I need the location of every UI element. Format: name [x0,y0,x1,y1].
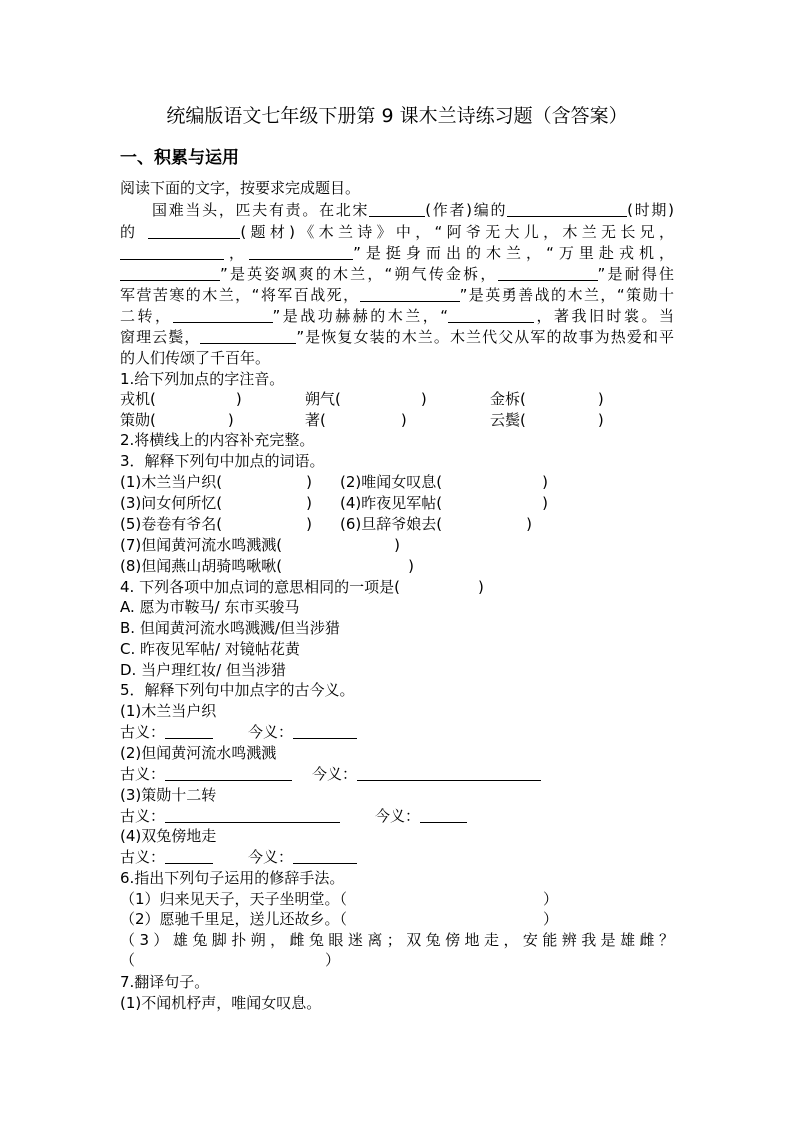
close-paren: ) [420,390,427,408]
answer-space [326,424,401,425]
q5-item-1: (1)木兰当户织 [120,702,217,720]
open-paren: （ [120,951,136,969]
answer-space [156,424,228,425]
close-paren: ) [597,411,604,429]
q3-item-text: (4)昨夜见军帖( [340,494,443,512]
q1-item [305,388,427,410]
close-paren: ) [597,390,604,408]
close-paren: ) [306,473,312,491]
modern-label: 今义： [248,848,294,866]
q4-option-d: D. 当户理红妆/ 但当涉猎 [120,661,286,679]
answer-underline [293,724,357,739]
close-paren: ） [543,890,559,908]
passage-text: (时期) [627,201,674,219]
close-paren: ) [408,557,414,575]
q4-option-c: C. 昨夜见军帖/ 对镜帖花黄 [120,640,300,658]
ancient-meaning [120,763,292,785]
q3-item-text: (3)问女何所忆( [120,494,223,512]
answer-underline [165,724,213,739]
q3-item-text: (1)木兰当户织( [120,473,223,491]
modern-label: 今义： [248,723,294,741]
q1-item-text: 云鬓( [490,411,526,429]
answer-space [222,507,306,508]
ancient-meaning [120,846,213,868]
passage-text: (题材)《木兰诗》中，“阿爷无大儿，木兰无长兄， [240,223,674,241]
q6-item-2 [120,908,558,930]
answer-space [347,923,543,924]
passage-text: ”是恢复女装的木兰。木兰代父从军的故事为热爱和平 [296,328,674,346]
fill-blank [120,245,224,260]
answer-space [282,549,394,550]
ancient-label: 古义： [120,723,166,741]
passage-line-7 [120,326,674,348]
close-paren: ) [542,473,548,491]
q1-item-text: 著( [305,411,326,429]
answer-space [135,964,325,965]
q6-item-text: （3）雄兔脚扑朔，雌兔眼迷离；双兔傍地走，安能辨我是雄雌？ [120,931,674,949]
q3-item-text: (2)唯闻女叹息( [340,473,443,491]
answer-underline [165,808,340,823]
modern-meaning [375,805,467,827]
passage-text: ，著我旧时裳。当 [534,307,674,325]
close-paren: ) [400,411,407,429]
q7-prompt: 7.翻译句子。 [120,973,210,991]
passage-text: ”是耐得住 [597,265,675,283]
q3-prompt: 3．解释下列句中加点的词语。 [120,452,325,470]
q6-item-1 [120,888,558,910]
q5-answer-line-4 [120,846,674,868]
answer-space [442,528,526,529]
ancient-label: 古义： [120,848,166,866]
close-paren: ） [325,951,341,969]
q1-row-1 [120,388,674,410]
modern-meaning [248,721,357,743]
close-paren: ) [306,515,312,533]
passage-text: ”是挺身而出的木兰，“万里赴戎机， [353,244,674,262]
passage-text: ”是英姿飒爽的木兰，“朔气传金柝， [220,265,498,283]
q4-prompt-text: 4. 下列各项中加点词的意思相同的一项是( [120,578,400,596]
passage-text: 国难当头，匹夫有责。在北宋 [152,201,370,219]
passage-text: 窗理云鬓， [120,328,201,346]
close-paren: ) [394,536,400,554]
close-paren: ) [526,515,532,533]
answer-space [526,424,598,425]
fill-blank [249,245,353,260]
answer-underline [165,766,292,781]
q3-row-4 [120,534,674,556]
passage-text: 军营苦寒的木兰，“将军百战死， [120,286,360,304]
answer-space [442,507,542,508]
q1-item [305,409,407,431]
answer-underline [293,849,357,864]
fill-blank [120,266,220,281]
q4-option-b: B. 但闻黄河流水鸣溅溅/但当涉猎 [120,619,340,637]
fill-blank [448,308,534,323]
period-blank [507,202,627,217]
passage-line-6 [120,305,674,327]
q5-answer-line-3 [120,805,674,827]
q3-row-1 [120,471,674,493]
close-paren: ) [542,494,548,512]
q5-answer-line-2 [120,763,674,785]
q1-item [120,388,242,410]
answer-space [282,570,408,571]
q5-prompt: 5．解释下列句中加点字的古今义。 [120,681,355,699]
q1-item-text: 金柝( [490,390,526,408]
q3-item [340,492,548,514]
q3-item-text: (7)但闻黄河流水鸣溅溅( [120,536,283,554]
close-paren: ) [227,411,234,429]
answer-space [156,403,236,404]
q3-item-text: (6)旦辞爷娘去( [340,515,443,533]
q3-row-2 [120,492,674,514]
q3-item [340,471,548,493]
genre-blank [148,224,240,239]
answer-space [400,591,478,592]
q6-item-text: （2）愿驰千里足，送儿还故乡。（ [120,910,348,928]
close-paren: ） [543,910,559,928]
ancient-label: 古义： [120,765,166,783]
passage-line-4 [120,263,674,285]
q1-row-2 [120,409,674,431]
passage-text: ， [224,244,250,262]
fill-blank [360,287,460,302]
answer-underline [165,849,213,864]
document-title: 统编版语文七年级下册第 9 课木兰诗练习题（含答案） [166,105,628,127]
answer-space [222,528,306,529]
q3-item [340,513,532,535]
q1-item-text: 策勋( [120,411,156,429]
passage-text: 二转， [120,307,173,325]
passage-line-5 [120,284,674,306]
q3-item [120,492,312,514]
q6-item-3 [120,929,674,951]
close-paren: ) [306,494,312,512]
q3-item [120,471,312,493]
q1-item [120,409,234,431]
passage-text: 的 [120,223,149,241]
section-instruction: 阅读下面的文字，按要求完成题目。 [120,179,361,197]
q3-item [120,534,400,556]
modern-meaning [248,846,357,868]
passage-text: ”是战功赫赫的木兰，“ [272,307,449,325]
q6-item-3-answer [120,949,340,971]
q3-row-3 [120,513,674,535]
q6-prompt: 6.指出下列句子运用的修辞手法。 [120,869,345,887]
q4-option-a: A. 愿为市鞍马/ 东市买骏马 [120,598,300,616]
q5-item-4: (4)双兔傍地走 [120,827,217,845]
close-paren: ) [477,578,484,596]
q5-item-2: (2)但闻黄河流水鸣溅溅 [120,744,277,762]
q1-item-text: 朔气( [305,390,341,408]
q6-item-text: （1）归来见天子，天子坐明堂。（ [120,890,348,908]
modern-label: 今义： [312,765,358,783]
passage-text: ”是英勇善战的木兰，“策勋十 [459,286,674,304]
fill-blank [200,329,296,344]
passage-line-3 [120,242,674,264]
modern-meaning [312,763,541,785]
fill-blank [498,266,598,281]
section-heading: 一、积累与运用 [120,148,239,168]
q3-item [120,555,414,577]
passage-text: (作者)编的 [425,201,508,219]
q4-prompt [120,576,484,598]
passage-line-1 [152,199,674,221]
ancient-label: 古义： [120,807,166,825]
q2-prompt: 2.将横线上的内容补充完整。 [120,431,315,449]
modern-label: 今义： [375,807,421,825]
answer-space [222,486,306,487]
q1-item-text: 戎机( [120,390,156,408]
q3-item [120,513,312,535]
answer-underline [420,808,467,823]
close-paren: ) [235,390,242,408]
passage-line-2 [120,221,674,243]
passage-line-8 [120,347,270,369]
answer-space [526,403,598,404]
q3-item-text: (8)但闻燕山胡骑鸣啾啾( [120,557,283,575]
q5-item-3: (3)策勋十二转 [120,786,217,804]
author-blank [369,202,425,217]
ancient-meaning [120,805,340,827]
answer-space [347,903,543,904]
q1-item [490,388,604,410]
q3-item-text: (5)卷卷有爷名( [120,515,223,533]
answer-space [341,403,421,404]
answer-underline [357,766,541,781]
q5-answer-line-1 [120,721,674,743]
q3-row-5 [120,555,674,577]
answer-space [442,486,542,487]
ancient-meaning [120,721,213,743]
q1-item [490,409,604,431]
q1-prompt: 1.给下列加点的字注音。 [120,370,285,388]
q7-item-1: (1)不闻机杼声，唯闻女叹息。 [120,994,322,1012]
fill-blank [173,308,273,323]
passage-text: 的人们传颂了千百年。 [120,349,271,367]
